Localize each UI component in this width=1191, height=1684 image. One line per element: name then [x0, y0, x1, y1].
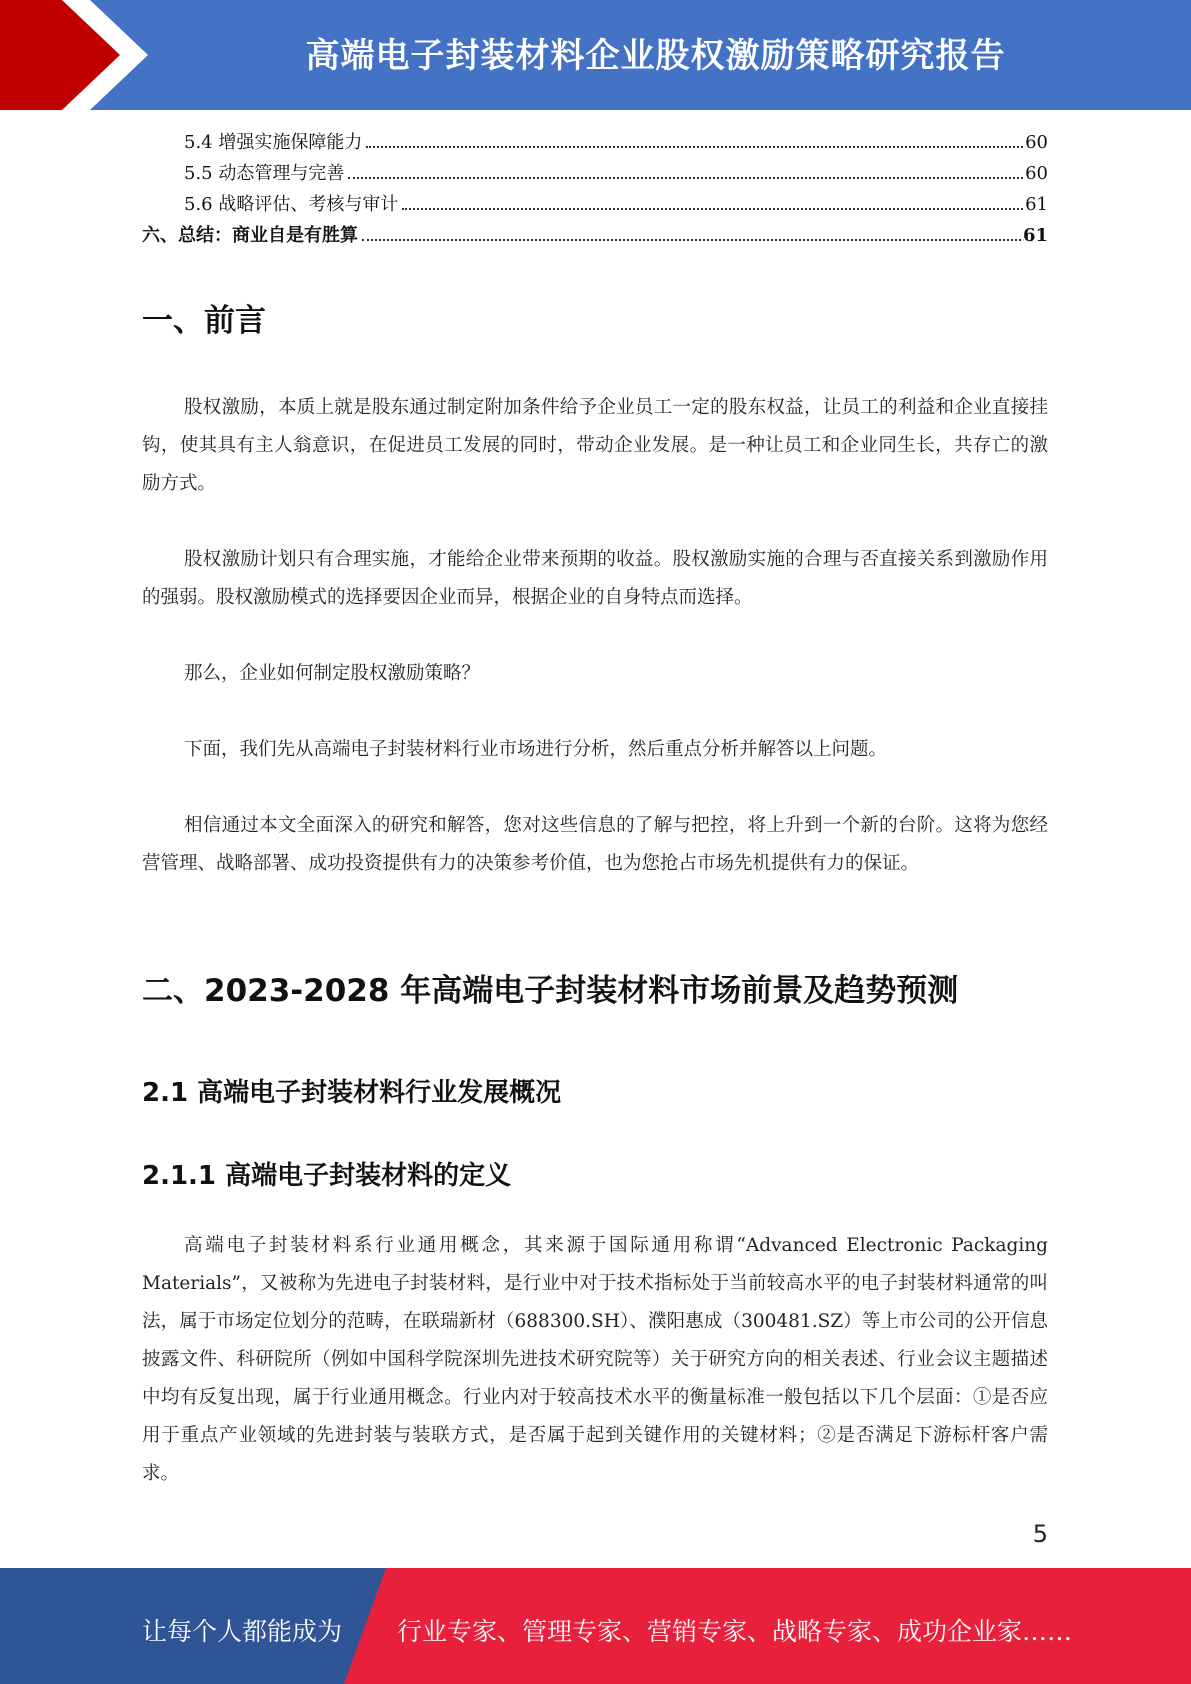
page-header — [0, 0, 1191, 110]
toc-entry-page: 61 — [1022, 225, 1048, 246]
toc-entry-page: 61 — [1025, 194, 1048, 215]
body-paragraph: 相信通过本文全面深入的研究和解答，您对这些信息的了解与把控，将上升到一个新的台阶。这将为您经营管理、战略部署、成功投资提供有力的决策参考价值，也为您抢占市场先机提供有力的保证。 — [142, 815, 1048, 874]
toc-entry-label: 六、总结：商业自是有胜算 — [142, 225, 358, 246]
page-footer — [0, 1568, 1191, 1684]
header-title: 高端电子封装材料企业股权激励策略研究报告 — [305, 36, 1006, 76]
body-paragraph: 那么，企业如何制定股权激励策略？ — [184, 663, 481, 684]
toc-entry[interactable] — [142, 221, 1048, 252]
toc-entry-label: 5.4 增强实施保障能力 — [184, 132, 363, 153]
body-paragraph: 高端电子封装材料系行业通用概念，其来源于国际通用称谓“Advanced Electronic Packaging Materials”，又被称为先进电子封装材料，是行业中对于技术指标处于当前较高水平的电子封装材料通常的叫法，属于市场定位划分的范畴，在联瑞新材（688300.SH）、濮阳惠成（300481.SZ）等上市公司的公开信息披露文件、科研院所（例如中国科学院深圳先进技术研究院等）关于研究方向的相关表述、行业会议主题描述中均有反复出现，属于行业通用概念。行业内对于较高技术水平的衡量标准一般包括以下几个层面：①是否应用于重点产业领域的先进封装与装联方式，是否属于起到关键作用的关键材料；②是否满足下游标杆客户需求。 — [142, 1235, 1048, 1484]
body-paragraph: 股权激励，本质上就是股东通过制定附加条件给予企业员工一定的股东权益，让员工的利益和企业直接挂钩，使其具有主人翁意识，在促进员工发展的同时，带动企业发展。是一种让员工和企业同生长，共存亡的激励方式。 — [142, 397, 1048, 494]
footer-slogan-left: 让每个人都能成为 — [142, 1617, 343, 1646]
toc-leader-dots — [366, 146, 1023, 148]
toc-entry-page: 60 — [1025, 132, 1048, 153]
toc-leader-dots — [362, 239, 1021, 241]
body-paragraph: 下面，我们先从高端电子封装材料行业市场进行分析，然后重点分析并解答以上问题。 — [184, 739, 888, 760]
subsection-heading: 2.1 高端电子封装材料行业发展概况 — [142, 1078, 562, 1108]
footer-slogan-right: 行业专家、管理专家、营销专家、战略专家、成功企业家…… — [397, 1617, 1073, 1646]
toc-entry-page: 60 — [1025, 163, 1048, 184]
toc-entry[interactable] — [142, 190, 1048, 221]
toc-entry[interactable] — [142, 159, 1048, 190]
body-paragraph: 股权激励计划只有合理实施，才能给企业带来预期的收益。股权激励实施的合理与否直接关系到激励作用的强弱。股权激励模式的选择要因企业而异，根据企业的自身特点而选择。 — [142, 549, 1048, 608]
table-of-contents — [142, 128, 1048, 252]
section-heading: 二、2023-2028 年高端电子封装材料市场前景及趋势预测 — [142, 973, 959, 1009]
toc-leader-dots — [348, 177, 1023, 179]
section-heading: 一、前言 — [142, 303, 266, 339]
toc-leader-dots — [402, 208, 1023, 210]
toc-entry[interactable] — [142, 128, 1048, 159]
toc-entry-label: 5.6 战略评估、考核与审计 — [184, 194, 399, 215]
toc-entry-label: 5.5 动态管理与完善 — [184, 163, 345, 184]
page-number: 5 — [1032, 1520, 1048, 1548]
subsubsection-heading: 2.1.1 高端电子封装材料的定义 — [142, 1161, 512, 1191]
